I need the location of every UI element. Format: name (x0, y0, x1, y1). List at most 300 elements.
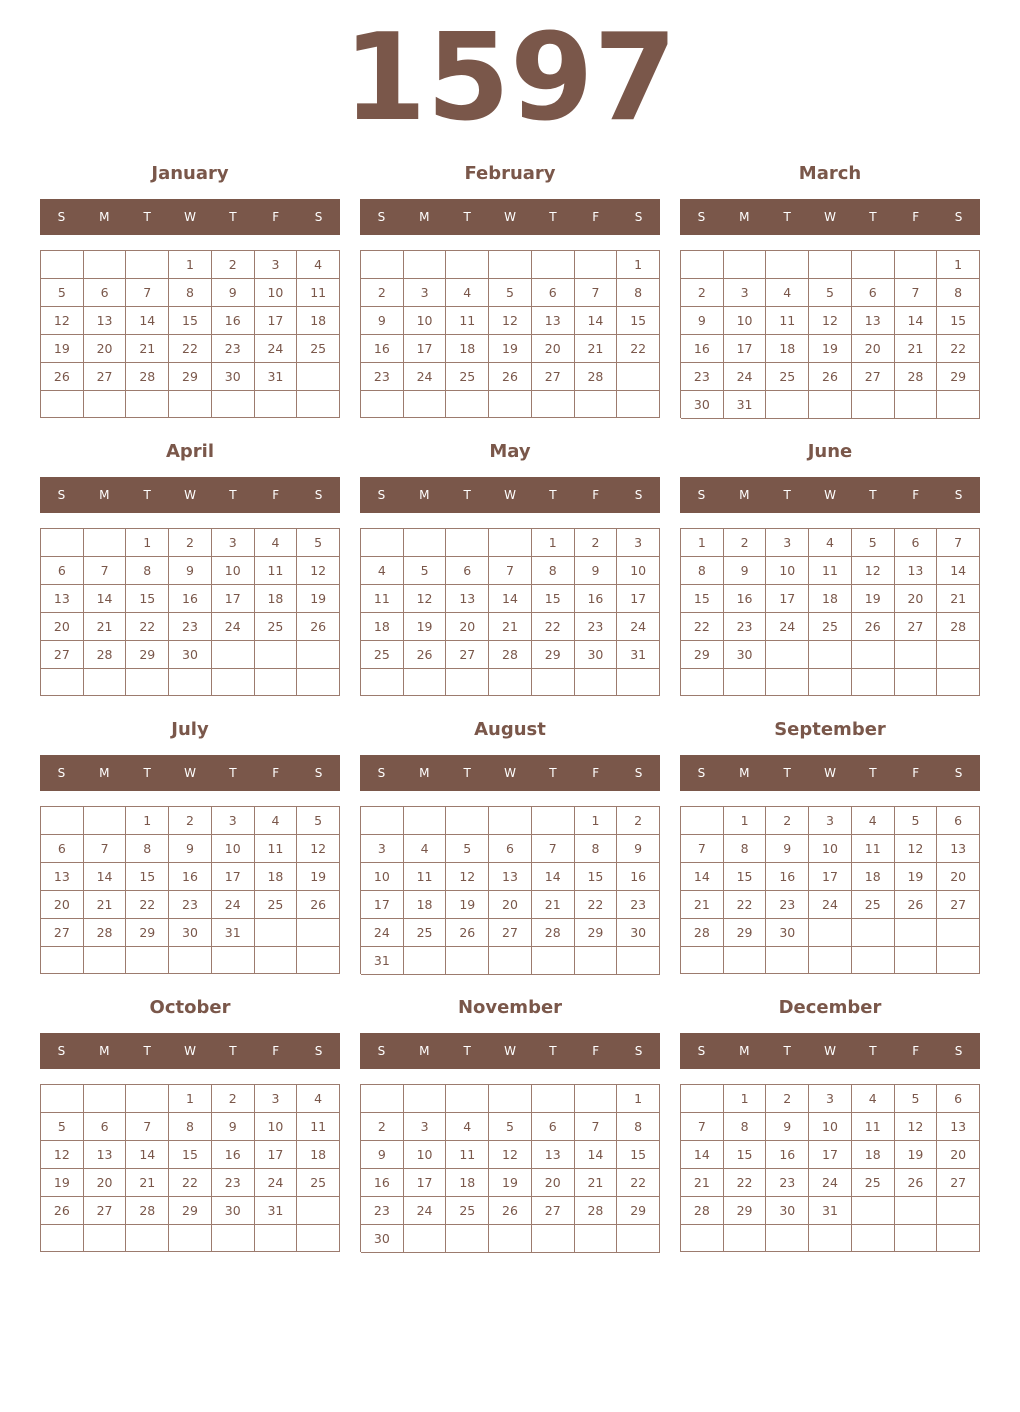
day-cell: 14 (489, 585, 532, 613)
year-title: 1597 (343, 9, 677, 148)
weekday-label: W (184, 210, 196, 224)
empty-day-cell (575, 251, 618, 279)
weekday-label: F (592, 1044, 600, 1058)
day-cell: 25 (404, 919, 447, 947)
weekday-label: S (57, 488, 66, 502)
day-cell: 8 (169, 1113, 212, 1141)
empty-day-cell (404, 807, 447, 835)
day-cell: 2 (169, 807, 212, 835)
empty-day-cell (809, 669, 852, 696)
day-cell: 1 (126, 807, 169, 835)
day-cell: 10 (255, 1113, 298, 1141)
day-cell: 26 (489, 363, 532, 391)
weekday-label: S (377, 1044, 386, 1058)
day-cell: 25 (852, 891, 895, 919)
empty-day-cell (852, 251, 895, 279)
weekday-label: W (184, 1044, 196, 1058)
day-cell: 11 (255, 557, 298, 585)
day-cell: 18 (809, 585, 852, 613)
day-cell: 19 (895, 1141, 938, 1169)
weekday-label: T (549, 1044, 557, 1058)
day-cell: 4 (852, 807, 895, 835)
weekday-label: W (504, 1044, 516, 1058)
weekday-label: S (314, 210, 323, 224)
day-cell: 18 (255, 863, 298, 891)
day-cell: 8 (617, 1113, 660, 1141)
day-cell: 31 (809, 1197, 852, 1225)
day-cell: 6 (895, 529, 938, 557)
empty-day-cell (212, 1225, 255, 1252)
weekday-label: S (954, 1044, 963, 1058)
day-cell: 24 (255, 335, 298, 363)
day-cell: 14 (126, 1141, 169, 1169)
empty-day-cell (809, 919, 852, 947)
weekday-label: S (954, 766, 963, 780)
empty-day-cell (532, 1085, 575, 1113)
day-grid (680, 528, 980, 696)
empty-day-cell (404, 251, 447, 279)
empty-day-cell (852, 391, 895, 419)
weekday-label: F (912, 766, 920, 780)
empty-day-cell (489, 1085, 532, 1113)
day-cell: 5 (297, 529, 340, 557)
empty-day-cell (361, 529, 404, 557)
weekday-label: T (143, 210, 151, 224)
weekday-header (680, 199, 980, 235)
day-cell: 1 (724, 807, 767, 835)
day-cell: 22 (617, 1169, 660, 1197)
empty-day-cell (617, 669, 660, 696)
day-cell: 22 (169, 335, 212, 363)
empty-day-cell (404, 529, 447, 557)
weekday-label: S (954, 210, 963, 224)
day-cell: 3 (617, 529, 660, 557)
day-cell: 29 (169, 1197, 212, 1225)
day-cell: 21 (895, 335, 938, 363)
empty-day-cell (255, 919, 298, 947)
weekday-label: S (697, 210, 706, 224)
empty-day-cell (937, 1225, 980, 1252)
day-cell: 23 (212, 1169, 255, 1197)
day-cell: 9 (575, 557, 618, 585)
empty-day-cell (84, 1085, 127, 1113)
empty-day-cell (532, 1225, 575, 1253)
month-name: January (151, 163, 229, 184)
day-cell: 12 (852, 557, 895, 585)
weekday-label: S (634, 1044, 643, 1058)
empty-day-cell (297, 1225, 340, 1252)
day-cell: 12 (41, 1141, 84, 1169)
weekday-label: M (99, 488, 110, 502)
day-cell: 28 (126, 1197, 169, 1225)
day-cell: 2 (575, 529, 618, 557)
day-cell: 13 (84, 1141, 127, 1169)
weekday-label: S (634, 210, 643, 224)
day-cell: 6 (532, 1113, 575, 1141)
day-cell: 19 (446, 891, 489, 919)
empty-day-cell (852, 641, 895, 669)
day-cell: 21 (681, 1169, 724, 1197)
empty-day-cell (404, 947, 447, 975)
day-cell: 11 (297, 279, 340, 307)
empty-day-cell (895, 641, 938, 669)
day-cell: 13 (937, 1113, 980, 1141)
empty-day-cell (532, 251, 575, 279)
day-cell: 6 (852, 279, 895, 307)
day-cell: 15 (937, 307, 980, 335)
day-cell: 6 (937, 1085, 980, 1113)
day-cell: 21 (937, 585, 980, 613)
day-cell: 26 (404, 641, 447, 669)
day-cell: 15 (126, 585, 169, 613)
day-cell: 7 (575, 1113, 618, 1141)
day-cell: 6 (446, 557, 489, 585)
weekday-label: S (57, 766, 66, 780)
day-cell: 19 (297, 585, 340, 613)
day-cell: 20 (446, 613, 489, 641)
empty-day-cell (361, 391, 404, 418)
day-cell: 8 (126, 557, 169, 585)
day-cell: 30 (681, 391, 724, 419)
day-cell: 8 (724, 835, 767, 863)
empty-day-cell (809, 1225, 852, 1252)
day-cell: 1 (126, 529, 169, 557)
day-cell: 6 (41, 557, 84, 585)
day-cell: 23 (724, 613, 767, 641)
weekday-label: M (99, 766, 110, 780)
day-cell: 15 (169, 1141, 212, 1169)
empty-day-cell (297, 391, 340, 418)
day-cell: 19 (41, 1169, 84, 1197)
day-cell: 2 (617, 807, 660, 835)
day-cell: 10 (766, 557, 809, 585)
day-cell: 27 (489, 919, 532, 947)
weekday-label: M (739, 766, 750, 780)
empty-day-cell (681, 807, 724, 835)
weekday-label: T (463, 1044, 471, 1058)
day-cell: 11 (361, 585, 404, 613)
day-cell: 10 (212, 835, 255, 863)
day-cell: 24 (212, 613, 255, 641)
day-cell: 16 (681, 335, 724, 363)
day-cell: 1 (169, 1085, 212, 1113)
day-cell: 28 (575, 1197, 618, 1225)
weekday-label: T (143, 488, 151, 502)
day-cell: 24 (212, 891, 255, 919)
weekday-label: T (143, 1044, 151, 1058)
day-cell: 21 (575, 1169, 618, 1197)
weekday-label: M (739, 1044, 750, 1058)
day-cell: 18 (255, 585, 298, 613)
day-cell: 30 (766, 1197, 809, 1225)
day-cell: 6 (41, 835, 84, 863)
day-cell: 18 (766, 335, 809, 363)
day-cell: 5 (297, 807, 340, 835)
day-cell: 18 (361, 613, 404, 641)
empty-day-cell (169, 947, 212, 974)
empty-day-cell (297, 669, 340, 696)
day-cell: 20 (84, 335, 127, 363)
day-cell: 5 (404, 557, 447, 585)
weekday-label: T (783, 1044, 791, 1058)
day-cell: 26 (489, 1197, 532, 1225)
month-name: September (774, 719, 886, 740)
day-cell: 23 (766, 891, 809, 919)
day-cell: 16 (169, 863, 212, 891)
empty-day-cell (766, 641, 809, 669)
day-cell: 11 (852, 1113, 895, 1141)
empty-day-cell (41, 807, 84, 835)
day-cell: 24 (809, 1169, 852, 1197)
day-cell: 28 (681, 1197, 724, 1225)
day-cell: 1 (169, 251, 212, 279)
day-cell: 17 (404, 335, 447, 363)
day-cell: 13 (532, 1141, 575, 1169)
day-cell: 22 (937, 335, 980, 363)
month-name: March (798, 163, 862, 184)
empty-day-cell (809, 391, 852, 419)
day-cell: 16 (766, 863, 809, 891)
day-cell: 30 (169, 919, 212, 947)
day-cell: 28 (895, 363, 938, 391)
empty-day-cell (446, 1225, 489, 1253)
empty-day-cell (84, 529, 127, 557)
day-cell: 16 (724, 585, 767, 613)
day-cell: 1 (617, 1085, 660, 1113)
empty-day-cell (255, 947, 298, 974)
empty-day-cell (446, 529, 489, 557)
empty-day-cell (361, 669, 404, 696)
day-cell: 2 (766, 1085, 809, 1113)
weekday-label: M (419, 488, 430, 502)
weekday-label: T (229, 488, 237, 502)
day-cell: 4 (404, 835, 447, 863)
day-cell: 14 (937, 557, 980, 585)
day-cell: 9 (212, 279, 255, 307)
empty-day-cell (895, 1225, 938, 1252)
day-cell: 27 (895, 613, 938, 641)
day-cell: 22 (681, 613, 724, 641)
day-cell: 26 (297, 891, 340, 919)
day-cell: 20 (895, 585, 938, 613)
empty-day-cell (724, 669, 767, 696)
empty-day-cell (126, 251, 169, 279)
empty-day-cell (575, 1085, 618, 1113)
empty-day-cell (852, 1225, 895, 1252)
day-cell: 25 (255, 891, 298, 919)
weekday-header (360, 1033, 660, 1069)
day-cell: 16 (575, 585, 618, 613)
day-cell: 4 (766, 279, 809, 307)
weekday-label: T (869, 1044, 877, 1058)
day-cell: 11 (809, 557, 852, 585)
weekday-label: M (419, 210, 430, 224)
weekday-label: M (739, 488, 750, 502)
day-grid (360, 1084, 660, 1252)
day-cell: 14 (681, 863, 724, 891)
day-cell: 16 (766, 1141, 809, 1169)
day-cell: 26 (41, 363, 84, 391)
day-cell: 13 (41, 863, 84, 891)
day-cell: 2 (766, 807, 809, 835)
empty-day-cell (766, 391, 809, 419)
empty-day-cell (575, 1225, 618, 1253)
empty-day-cell (766, 947, 809, 974)
weekday-label: F (272, 210, 280, 224)
day-cell: 19 (489, 335, 532, 363)
day-cell: 29 (724, 1197, 767, 1225)
day-cell: 1 (575, 807, 618, 835)
day-cell: 24 (724, 363, 767, 391)
day-cell: 7 (937, 529, 980, 557)
day-cell: 27 (41, 919, 84, 947)
day-cell: 26 (446, 919, 489, 947)
day-cell: 2 (212, 1085, 255, 1113)
day-cell: 20 (41, 613, 84, 641)
day-cell: 29 (169, 363, 212, 391)
weekday-label: W (504, 488, 516, 502)
day-cell: 2 (361, 279, 404, 307)
empty-day-cell (895, 1197, 938, 1225)
weekday-header (680, 477, 980, 513)
day-cell: 20 (84, 1169, 127, 1197)
day-cell: 18 (446, 1169, 489, 1197)
day-cell: 5 (41, 1113, 84, 1141)
day-cell: 9 (169, 835, 212, 863)
empty-day-cell (895, 919, 938, 947)
day-cell: 6 (84, 1113, 127, 1141)
empty-day-cell (404, 1085, 447, 1113)
weekday-label: S (377, 766, 386, 780)
day-cell: 29 (724, 919, 767, 947)
day-cell: 17 (766, 585, 809, 613)
day-cell: 4 (297, 1085, 340, 1113)
weekday-header (40, 477, 340, 513)
empty-day-cell (169, 1225, 212, 1252)
day-cell: 16 (169, 585, 212, 613)
day-cell: 27 (937, 891, 980, 919)
day-cell: 26 (297, 613, 340, 641)
day-grid (680, 250, 980, 418)
day-cell: 19 (297, 863, 340, 891)
day-cell: 28 (937, 613, 980, 641)
empty-day-cell (937, 1197, 980, 1225)
day-cell: 27 (41, 641, 84, 669)
day-cell: 11 (255, 835, 298, 863)
empty-day-cell (766, 251, 809, 279)
day-cell: 20 (532, 335, 575, 363)
day-cell: 29 (126, 641, 169, 669)
empty-day-cell (41, 529, 84, 557)
day-cell: 25 (852, 1169, 895, 1197)
day-cell: 12 (404, 585, 447, 613)
empty-day-cell (361, 251, 404, 279)
day-cell: 9 (681, 307, 724, 335)
empty-day-cell (446, 669, 489, 696)
day-cell: 19 (489, 1169, 532, 1197)
day-cell: 22 (724, 891, 767, 919)
empty-day-cell (852, 919, 895, 947)
empty-day-cell (532, 947, 575, 975)
weekday-label: W (504, 210, 516, 224)
day-cell: 30 (724, 641, 767, 669)
weekday-label: S (57, 1044, 66, 1058)
day-cell: 1 (617, 251, 660, 279)
weekday-label: T (869, 766, 877, 780)
empty-day-cell (297, 947, 340, 974)
month-name: June (807, 441, 853, 462)
empty-day-cell (255, 1225, 298, 1252)
weekday-header (40, 199, 340, 235)
weekday-label: T (869, 488, 877, 502)
weekday-header (680, 755, 980, 791)
empty-day-cell (404, 669, 447, 696)
day-cell: 9 (617, 835, 660, 863)
day-cell: 13 (84, 307, 127, 335)
day-cell: 12 (895, 835, 938, 863)
empty-day-cell (489, 669, 532, 696)
day-cell: 14 (681, 1141, 724, 1169)
weekday-header (40, 755, 340, 791)
day-cell: 2 (169, 529, 212, 557)
empty-day-cell (575, 947, 618, 975)
day-cell: 17 (809, 1141, 852, 1169)
empty-day-cell (446, 807, 489, 835)
day-cell: 13 (489, 863, 532, 891)
day-cell: 29 (937, 363, 980, 391)
weekday-label: W (824, 210, 836, 224)
empty-day-cell (724, 251, 767, 279)
weekday-label: T (549, 488, 557, 502)
day-cell: 21 (126, 1169, 169, 1197)
empty-day-cell (489, 807, 532, 835)
empty-day-cell (681, 947, 724, 974)
day-cell: 22 (169, 1169, 212, 1197)
day-cell: 24 (404, 363, 447, 391)
day-cell: 7 (126, 279, 169, 307)
day-cell: 18 (852, 1141, 895, 1169)
empty-day-cell (446, 391, 489, 418)
weekday-header (360, 199, 660, 235)
day-cell: 3 (766, 529, 809, 557)
weekday-label: S (377, 488, 386, 502)
day-cell: 12 (297, 557, 340, 585)
day-cell: 11 (404, 863, 447, 891)
day-cell: 8 (617, 279, 660, 307)
weekday-header (360, 755, 660, 791)
empty-day-cell (681, 669, 724, 696)
day-cell: 4 (809, 529, 852, 557)
day-grid (680, 806, 980, 974)
empty-day-cell (575, 391, 618, 418)
empty-day-cell (361, 1085, 404, 1113)
empty-day-cell (617, 1225, 660, 1253)
day-cell: 24 (255, 1169, 298, 1197)
empty-day-cell (937, 641, 980, 669)
day-cell: 14 (84, 863, 127, 891)
day-cell: 10 (361, 863, 404, 891)
day-cell: 4 (446, 1113, 489, 1141)
day-cell: 11 (446, 1141, 489, 1169)
weekday-label: T (229, 766, 237, 780)
day-cell: 15 (532, 585, 575, 613)
day-cell: 4 (255, 529, 298, 557)
weekday-label: S (57, 210, 66, 224)
day-cell: 15 (617, 1141, 660, 1169)
weekday-label: S (697, 1044, 706, 1058)
day-cell: 11 (852, 835, 895, 863)
empty-day-cell (489, 529, 532, 557)
